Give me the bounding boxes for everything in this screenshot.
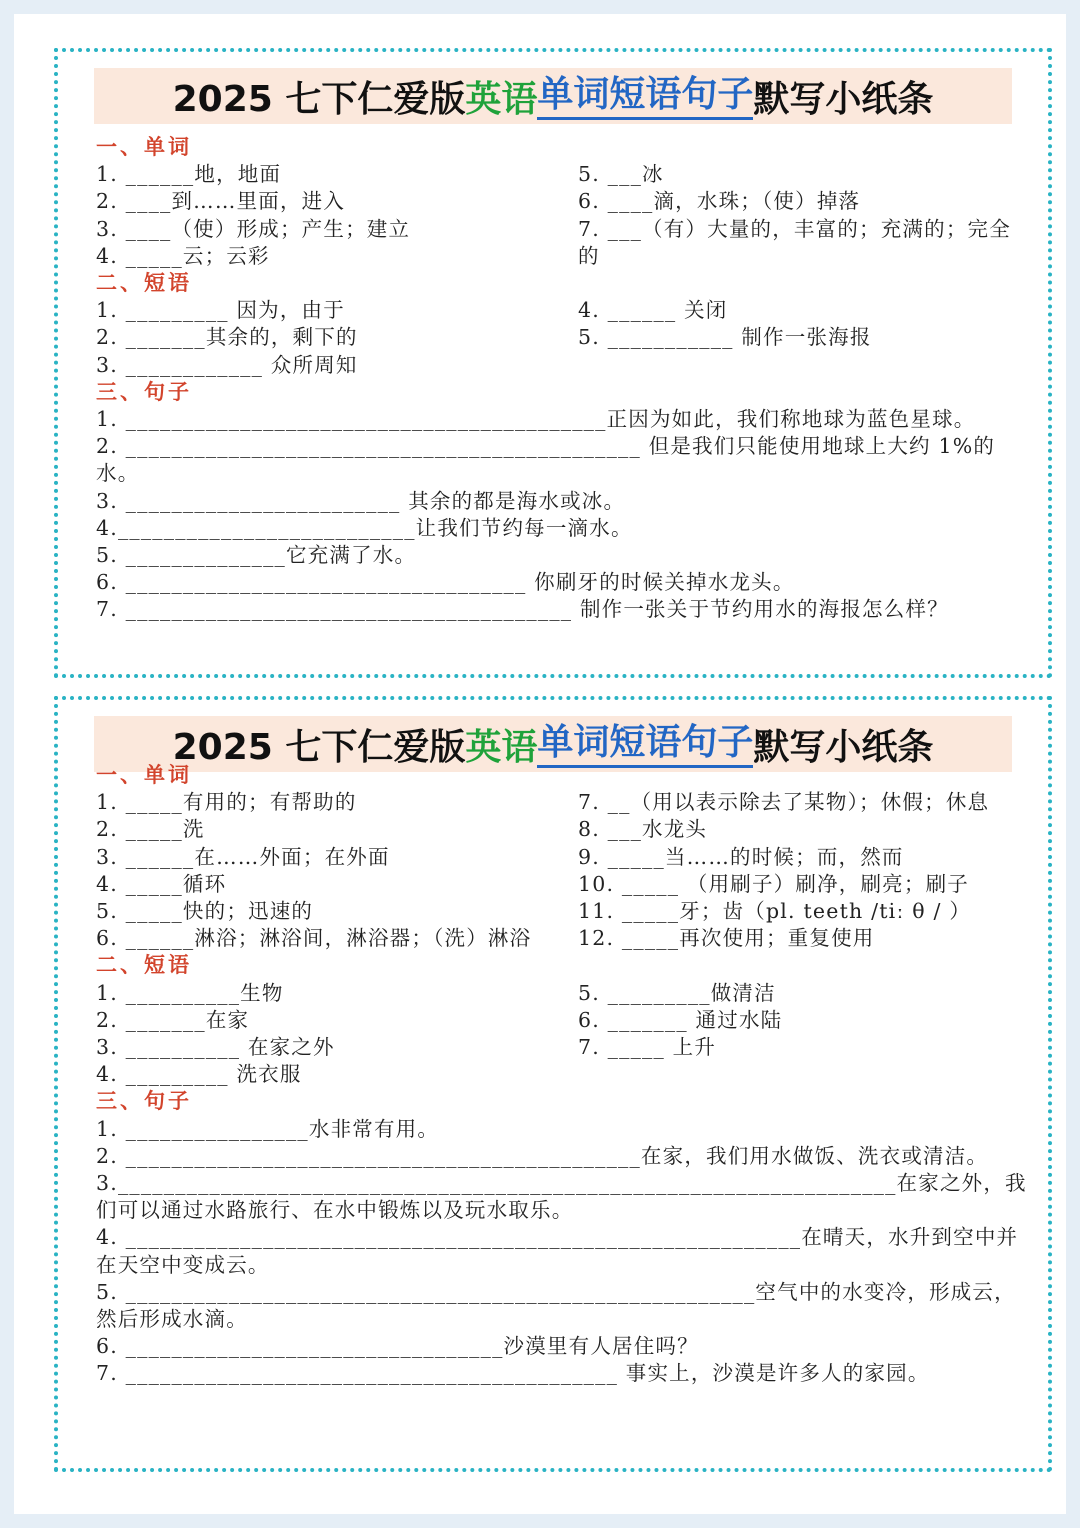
vocab-item: 5. ___冰 [578,162,664,187]
vocab-item: 11. _____牙；齿（pl. teeth /tiː θ / ） [578,899,972,923]
title-categories: 单词短语句子 [537,73,753,120]
vocab-item: 2. _____洗 [96,817,205,842]
vocab-section [96,161,1028,270]
phrase-item: 6. _______ 通过水陆 [578,1007,783,1032]
sentence-item: 7. _______________________________________ 制作一张关于节约用水的海报怎么样？ [96,597,949,622]
sentence-item: 5. _______________________________________________________空气中的水变冷，形成云，然后形成水滴。 [96,1279,1016,1332]
phrase-heading: 二、短语 [96,271,192,295]
title-year-grade: 2025 七下仁爱版 [172,726,466,768]
sentence-item: 3.____________________________________________________________________在家之外，我们可以通过水路旅行、在水中锻炼以及玩水取乐。 [96,1171,1027,1223]
vocab-section [96,789,1028,952]
vocab-item: 7. __（用以表示除去了某物）；休假；休息 [578,790,990,815]
worksheet-page [14,14,1066,1514]
sentence-item: 6. _________________________________沙漠里有人居住吗？ [96,1334,699,1359]
sentence-heading: 三、句子 [96,379,192,404]
vocab-item: 6. ______淋浴；淋浴间，淋浴器；（洗）淋浴 [96,926,532,951]
vocab-item: 1. _____有用的；有帮助的 [96,790,357,815]
sentence-heading: 三、句子 [96,1089,192,1114]
phrase-item: 2. _______在家 [96,1007,250,1032]
phrase-item: 1. __________生物 [96,980,284,1005]
vocab-item: 4. _____云；云彩 [96,243,270,268]
vocab-heading: 一、单词 [96,135,192,159]
sheet-content [96,762,1028,1388]
vocab-item: 3. ______在……外面；在外面 [96,844,390,869]
sentence-item: 1. __________________________________________正因为如此，我们称地球为蓝色星球。 [96,406,976,431]
vocab-item: 12. _____再次使用；重复使用 [578,926,875,951]
sentence-section [96,1116,1028,1388]
phrase-item: 7. _____ 上升 [578,1035,717,1059]
phrase-item: 5. _________做清洁 [578,980,776,1005]
vocab-item: 7. ___（有）大量的，丰富的；充满的；完全的 [578,216,1011,268]
phrase-item: 2. _______其余的，剩下的 [96,325,358,350]
vocab-item: 3. ____（使）形成；产生；建立 [96,216,411,241]
vocab-item: 5. _____快的；迅速的 [96,899,314,923]
vocab-item: 9. _____当……的时候；而，然而 [578,844,904,869]
vocab-item: 1. ______地，地面 [96,162,282,187]
sheet-title [94,68,1012,124]
dictation-sheet-1 [54,48,1052,678]
vocab-item: 6. ____滴，水珠；（使）掉落 [578,189,861,214]
dictation-sheet-2 [54,696,1052,1472]
phrase-item: 5. ___________ 制作一张海报 [578,325,872,350]
sentence-item: 7. ___________________________________________ 事实上，沙漠是许多人的家园。 [96,1361,930,1386]
sentence-item: 2. _____________________________________________ 但是我们只能使用地球上大约 1%的水。 [96,434,996,486]
title-categories: 单词短语句子 [537,721,753,768]
phrase-section [96,980,1028,1089]
sheet-content [96,134,1028,624]
phrase-item: 3. ____________ 众所周知 [96,352,358,377]
title-subject: 英语 [465,726,538,768]
sentence-section [96,406,1028,624]
title-suffix: 默写小纸条 [753,78,934,120]
sentence-item: 6. ___________________________________ 你刷牙的时候关掉水龙头。 [96,570,795,595]
sentence-item: 4.__________________________让我们节约每一滴水。 [96,515,633,540]
title-subject: 英语 [465,78,538,120]
phrase-section [96,297,1028,379]
sentence-item: 1. ________________水非常有用。 [96,1116,440,1141]
phrase-item: 3. __________ 在家之外 [96,1035,335,1059]
vocab-heading: 一、单词 [96,763,192,787]
vocab-item: 4. _____循环 [96,871,227,896]
title-suffix: 默写小纸条 [753,726,934,768]
title-year-grade: 2025 七下仁爱版 [172,78,466,120]
vocab-item: 2. ____到……里面，进入 [96,189,346,214]
sentence-item: 5. ______________它充满了水。 [96,543,417,567]
phrase-heading: 二、短语 [96,953,192,978]
phrase-item: 4. _________ 洗衣服 [96,1062,302,1087]
vocab-item: 8. ___水龙头 [578,817,708,842]
sentence-item: 2. _____________________________________________在家，我们用水做饭、洗衣或清洁。 [96,1143,989,1168]
vocab-item: 10. _____ （用刷子）刷净，刷亮；刷子 [578,871,969,896]
phrase-item: 4. ______ 关闭 [578,298,728,323]
sentence-item: 4. ___________________________________________________________在晴天，水升到空中并在天空中变成云。 [96,1225,1019,1277]
sentence-item: 3. ________________________ 其余的都是海水或冰。 [96,488,626,513]
phrase-item: 1. _________ 因为，由于 [96,298,345,323]
